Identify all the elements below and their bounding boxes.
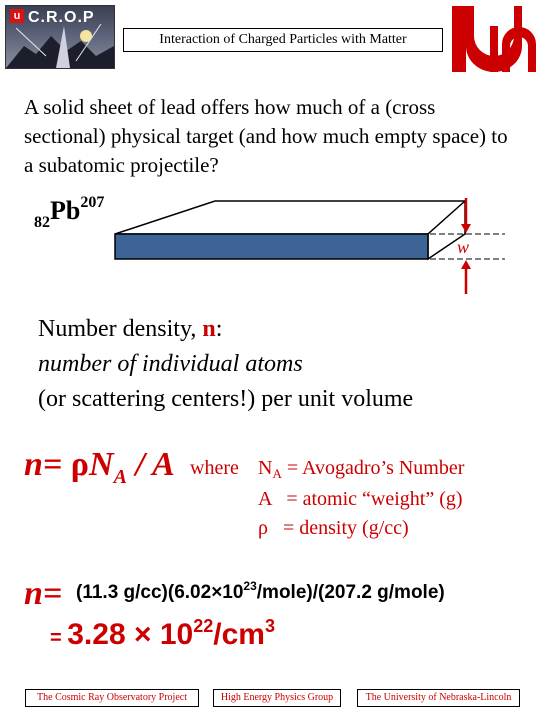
- calculation-result: = $3.28 \times 10^{22}/cm^3$: [50, 616, 275, 651]
- number-density-definition: number of individual atoms: [38, 351, 303, 377]
- nd-prefix: Number density,: [38, 316, 203, 342]
- nd-symbol: n: [202, 316, 216, 342]
- footer-hep-group: High Energy Physics Group: [213, 689, 341, 707]
- lead-sheet-diagram: [110, 196, 510, 296]
- mass-number: 207: [80, 194, 105, 211]
- question-text: A solid sheet of lead offers how much of a (cross sectional) physical target (and how much empty space) to a subatomic projectile?: [24, 95, 508, 177]
- slab-front-face: [115, 234, 428, 259]
- nd-suffix: :: [215, 316, 223, 342]
- slide-title: Interaction of Charged Particles with Matter: [123, 28, 443, 52]
- calculation-expression: (11.3 $g/cc)(6.02\times 10^{23}/mole)/(207.2$ g/mole): [76, 579, 445, 603]
- atomic-number: 82: [34, 214, 50, 231]
- density-formula: [24, 446, 175, 488]
- footer-university: The University of Nebraska-Lincoln: [357, 689, 520, 707]
- element-symbol: Pb: [50, 196, 81, 225]
- footer-crop-project: The Cosmic Ray Observatory Project: [25, 689, 199, 707]
- university-logo-icon: [452, 6, 536, 72]
- number-density-title: [38, 316, 222, 343]
- crop-logo: [5, 5, 115, 69]
- calculation-lhs: n=: [24, 575, 63, 612]
- formula-lhs: n=: [24, 446, 71, 483]
- crop-logo-text: C.R.O.P: [28, 9, 95, 26]
- definition-avogadro: $N_A$ = Avogadro’s Number: [258, 457, 465, 481]
- definition-atomic-weight: A = atomic “weight” (g): [258, 488, 463, 510]
- crop-logo-mark: u: [10, 9, 24, 23]
- thickness-label: w: [457, 237, 470, 257]
- formula-rho: ρ: [70, 446, 89, 483]
- lead-isotope-symbol: [34, 194, 105, 231]
- definition-density: ρ = density (g/cc): [258, 517, 409, 539]
- slab-top-face: [115, 201, 465, 234]
- formula-na-sub: A: [113, 466, 127, 488]
- formula-rest: / A: [126, 446, 175, 483]
- formula-na: N: [89, 446, 114, 483]
- number-density-note: (or scattering centers!) per unit volume: [38, 386, 414, 412]
- where-label: where: [190, 457, 239, 479]
